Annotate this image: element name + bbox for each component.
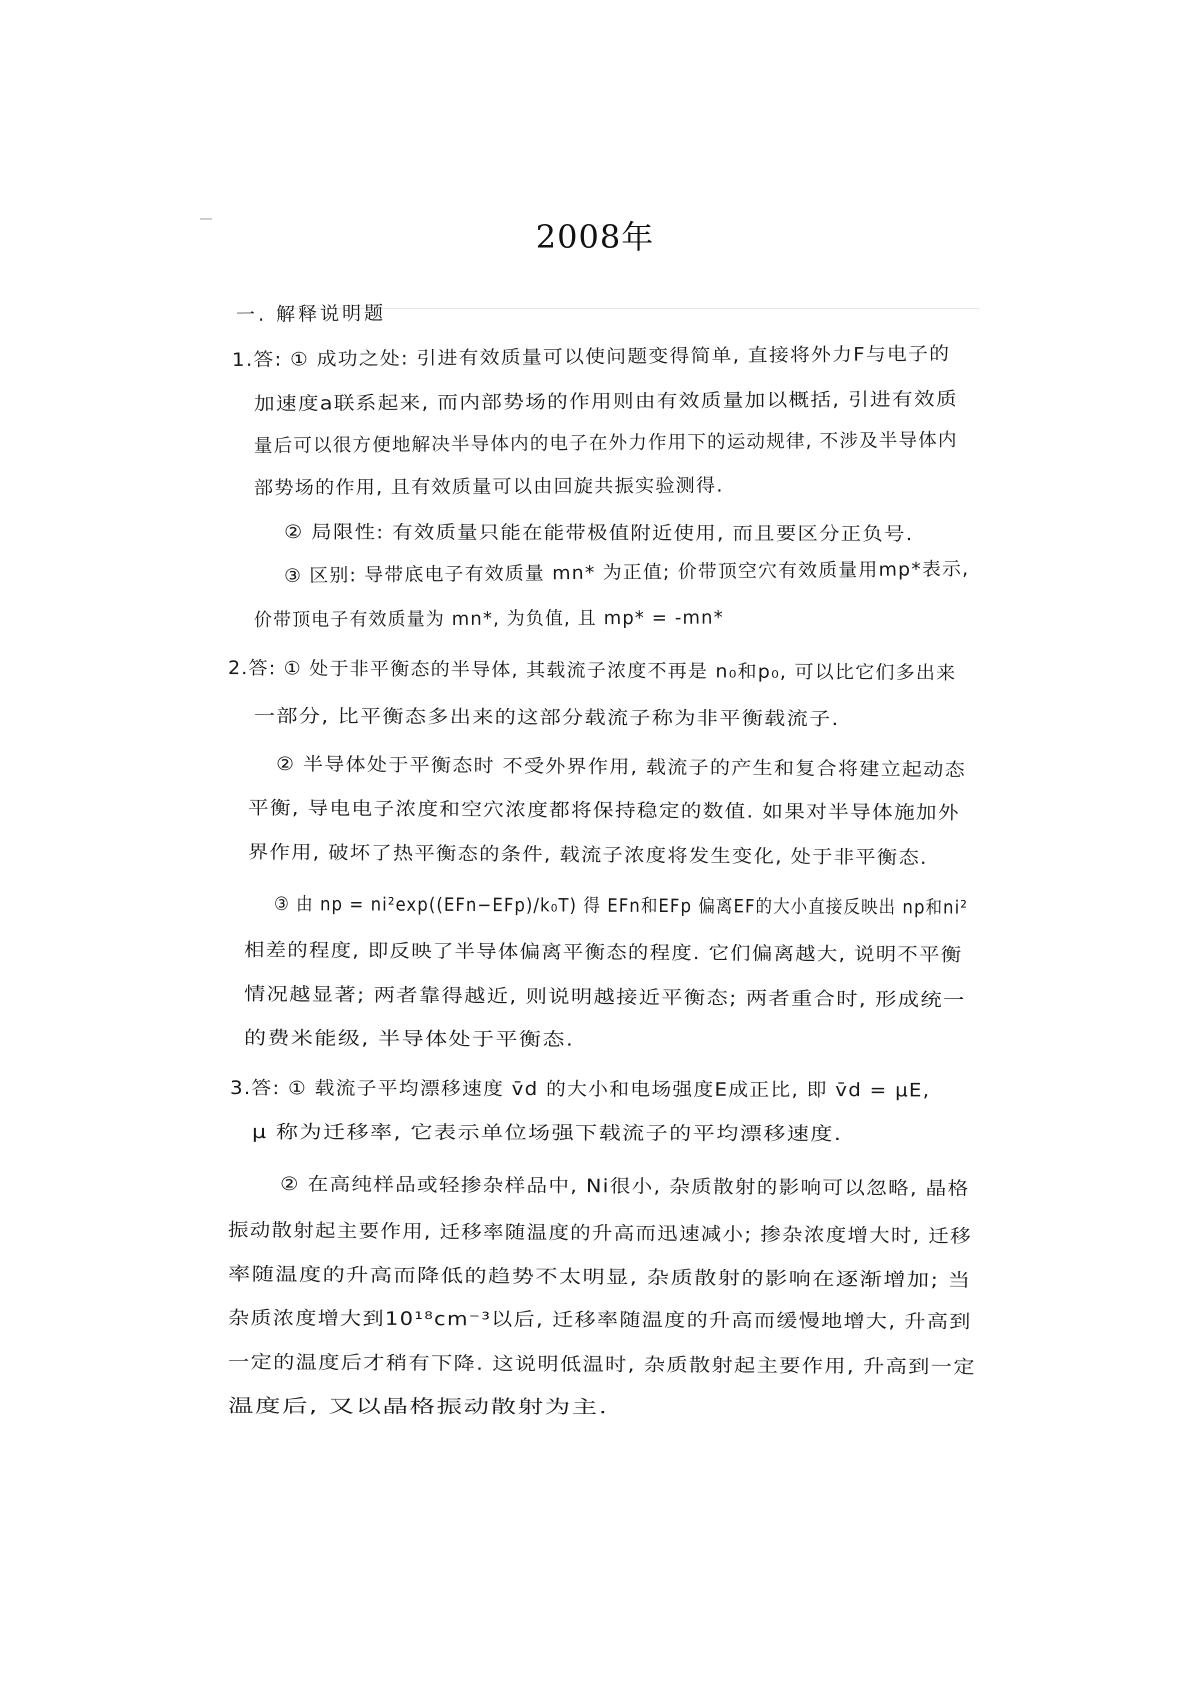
answer-line: 部势场的作用, 且有效质量可以由回旋共振实验测得. bbox=[253, 475, 724, 499]
answer-line: 一定的温度后才稍有下降. 这说明低温时, 杂质散射起主要作用, 升高到一定 bbox=[227, 1352, 976, 1379]
answer-line: ③ 由 np = ni²exp((EFn−EFp)/k₀T) 得 EFn和EFp 偏离EF的大小直接反映出 np和ni² bbox=[273, 894, 969, 919]
scan-mark bbox=[200, 218, 212, 220]
answer-line: 一部分, 比平衡态多出来的这部分载流子称为非平衡载流子. bbox=[253, 706, 840, 731]
answer-line: 率随温度的升高而降低的趋势不太明显, 杂质散射的影响在逐渐增加; 当 bbox=[227, 1264, 972, 1292]
answer-line: ③ 区别: 导带底电子有效质量 mn* 为正值; 价带顶空穴有效质量用mp*表示, bbox=[283, 558, 970, 587]
answer-line: 量后可以很方便地解决半导体内的电子在外力作用下的运动规律, 不涉及半导体内 bbox=[253, 429, 958, 457]
answer-line: 1.答: ① 成功之处: 引进有效质量可以使问题变得简单, 直接将外力F与电子的 bbox=[231, 343, 951, 371]
page-title: 2008年 bbox=[535, 218, 655, 256]
answer-line: 平衡, 导电电子浓度和空穴浓度都将保持稳定的数值. 如果对半导体施加外 bbox=[247, 798, 960, 824]
answer-line: ② 在高纯样品或轻掺杂样品中, Ni很小, 杂质散射的影响可以忽略, 晶格 bbox=[279, 1174, 970, 1200]
answer-line: 相差的程度, 即反映了半导体偏离平衡态的程度. 它们偏离越大, 说明不平衡 bbox=[243, 940, 963, 967]
answer-line: 加速度a联系起来, 而内部势场的作用则由有效质量加以概括, 引进有效质 bbox=[253, 389, 958, 415]
answer-line: 温度后, 又以晶格振动散射为主. bbox=[227, 1396, 609, 1419]
answer-line: 振动散射起主要作用, 迁移率随温度的升高而迅速减小; 掺杂浓度增大时, 迁移 bbox=[227, 1220, 972, 1248]
answer-line: 杂质浓度增大到10¹⁸cm⁻³以后, 迁移率随温度的升高而缓慢地增大, 升高到 bbox=[227, 1308, 972, 1333]
scanned-answer-sheet bbox=[227, 302, 1060, 1420]
answer-line: 的费米能级, 半导体处于平衡态. bbox=[243, 1028, 575, 1051]
answer-line: 3.答: ① 载流子平均漂移速度 v̄d 的大小和电场强度E成正比, 即 v̄d = μE, bbox=[229, 1078, 931, 1102]
answer-line: ② 半导体处于平衡态时 不受外界作用, 载流子的产生和复合将建立起动态 bbox=[275, 754, 967, 782]
answer-line: 2.答: ① 处于非平衡态的半导体, 其载流子浓度不再是 n₀和p₀, 可以比它们多出来 bbox=[227, 658, 957, 685]
answer-line: 界作用, 破坏了热平衡态的条件, 载流子浓度将发生变化, 处于非平衡态. bbox=[247, 842, 928, 869]
answer-line: 情况越显著; 两者靠得越近, 则说明越接近平衡态; 两者重合时, 形成统一 bbox=[243, 984, 966, 1012]
section-heading: 一. 解释说明题 bbox=[235, 302, 387, 326]
answer-line: 价带顶电子有效质量为 mn*, 为负值, 且 mp* = -mn* bbox=[253, 607, 724, 631]
answer-line: ② 局限性: 有效质量只能在能带极值附近使用, 而且要区分正负号. bbox=[283, 522, 914, 546]
answer-line: μ 称为迁移率, 它表示单位场强下载流子的平均漂移速度. bbox=[251, 1122, 843, 1146]
